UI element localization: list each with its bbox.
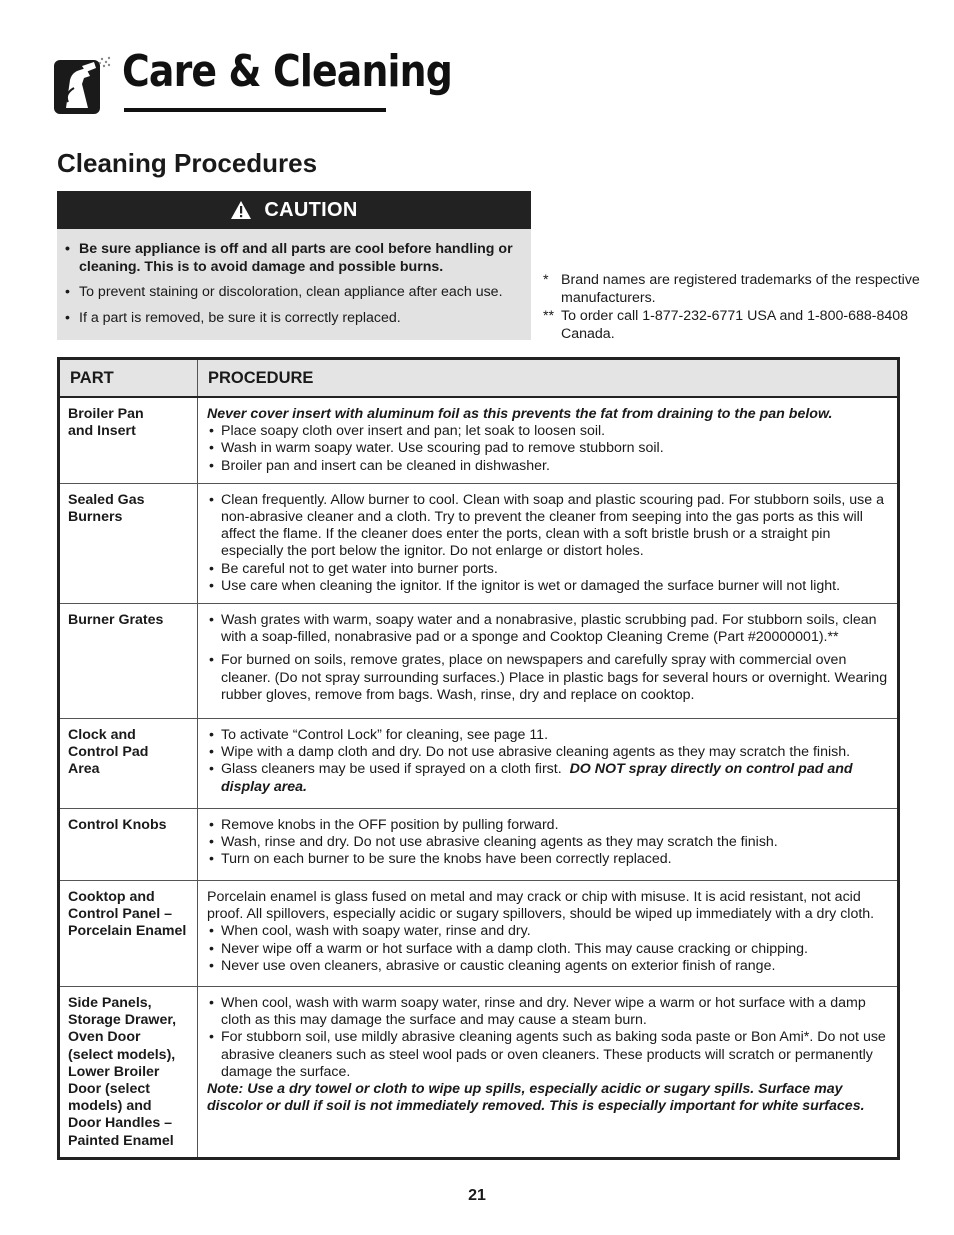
procedure-step [207,761,889,795]
procedure-step: • Wash, rinse and dry. Do not use abrasive cleaning agents as they may scratch the finish. [207,834,889,851]
table-row [59,483,899,603]
footnote-mark: * [543,272,549,288]
procedure-step: • Never use oven cleaners, abrasive or caustic cleaning agents on exterior finish of range. [207,958,889,975]
footnote-text: Brand names are registered trademarks of the respective manufacturers. [561,272,920,306]
part-name [59,604,198,719]
header-underline [124,108,386,112]
part-name [59,987,198,1159]
procedure-step-text: Glass cleaners may be used if sprayed on a cloth first. [221,761,562,778]
procedure-step: • Wash in warm soapy water. Use scouring pad to remove stubborn soil. [207,440,889,457]
part-label: Control Knobs [68,817,167,834]
footnote [543,307,923,343]
part-name [59,881,198,987]
procedure-list [207,612,889,704]
caution-header [57,191,531,229]
procedure-step: • Remove knobs in the OFF position by pulling forward. [207,817,889,834]
column-header-part: PART [59,359,198,398]
procedure-step: • When cool, wash with warm soapy water, rinse and dry. Never wipe a warm or hot surface with a damp cloth as this may damage the surface and may cause a steam burn. [207,995,889,1029]
footnote-mark: ** [543,308,555,324]
procedure-cell [198,987,899,1159]
procedure-warning: Never cover insert with aluminum foil as this prevents the fat from draining to the pan below. [207,406,833,422]
caution-item: • If a part is removed, be sure it is correctly replaced. [65,310,521,328]
table-header-row [59,359,899,398]
procedure-step: • Clean frequently. Allow burner to cool. Clean with soap and plastic scouring pad. For stubborn soils, use a non-abrasive cleaner and a cloth. Try to prevent the cleaner from seeping into the gas ports as this will affect the flame. If the cleaner does enter the ports, clean with a soft bristle brush or a straight pin especially the port below the ignitor. Do not enlarge or distort holes. [207,492,889,561]
procedure-step: • Be careful not to get water into burner ports. [207,561,889,578]
procedure-list [207,923,889,975]
cleaning-procedures-table [57,357,900,1160]
procedure-step: • Broiler pan and insert can be cleaned in dishwasher. [207,458,889,475]
procedure-list [207,995,889,1081]
part-label: Clock and Control Pad Area [68,727,149,778]
spray-bottle-icon [52,54,112,116]
procedure-cell [198,809,899,881]
procedure-step: • Use care when cleaning the ignitor. If the ignitor is wet or damaged the surface burner will not light. [207,578,889,595]
caution-item: • Be sure appliance is off and all parts are cool before handling or cleaning. This is to avoid damage and possible burns. [65,241,521,276]
table-row [59,604,899,719]
footnote-text: To order call 1-877-232-6771 USA and 1-800-688-8408 Canada. [561,308,909,342]
procedure-step: • Turn on each burner to be sure the knobs have been correctly replaced. [207,851,889,868]
procedure-step: • To activate “Control Lock” for cleaning, see page 11. [207,727,889,744]
part-label: Burner Grates [68,612,164,629]
procedure-step: • Place soapy cloth over insert and pan; let soak to loosen soil. [207,423,889,440]
table-row [59,987,899,1159]
footnote [543,271,923,307]
part-name [59,397,198,483]
procedure-cell [198,719,899,809]
part-label: Cooktop and Control Panel – Porcelain Enamel [68,889,187,940]
procedure-step: • Wash grates with warm, soapy water and a nonabrasive, plastic scrubbing pad. For stubborn soils, clean with a soap-filled, nonabrasive pad or a sponge and Cooktop Cleaning Creme (Part #20000001).** [207,612,889,646]
procedure-cell [198,881,899,987]
part-label: Sealed Gas Burners [68,491,145,526]
section-title: Cleaning Procedures [57,148,318,178]
page-header [52,46,452,120]
procedure-step: • Never wipe off a warm or hot surface with a damp cloth. This may cause cracking or chipping. [207,941,889,958]
procedure-cell [198,483,899,603]
part-label: Broiler Pan and Insert [68,406,144,440]
footnotes [543,271,923,343]
caution-label: CAUTION [264,198,358,221]
column-header-procedure: PROCEDURE [198,359,899,398]
part-name [59,483,198,603]
procedure-note: Note: Use a dry towel or cloth to wipe up spills, especially acidic or sugary spills. Surface may discolor or dull if soil is not immediately removed. This is especially important for white surfaces. [207,1081,865,1115]
procedure-step: • For burned on soils, remove grates, place on newspapers and carefully spray with commercial oven cleaner. (Do not spray surrounding surfaces.) Place in plastic bags for several hours or overnight. Wearing rubber gloves, remove from bags. Wash, rinse, dry and replace on cooktop. [207,652,889,704]
part-name [59,809,198,881]
caution-item: • To prevent staining or discoloration, clean appliance after each use. [65,284,521,302]
procedure-list [207,817,889,869]
procedure-list [207,492,889,595]
procedure-list [207,423,889,475]
procedure-step-emphasis: DO NOT spray directly on control pad and display area. [221,761,853,795]
procedure-cell [198,604,899,719]
table-row [59,809,899,881]
page-header-title: Care & Cleaning [122,46,452,97]
part-label: Side Panels, Storage Drawer, Oven Door (select models), Lower Broiler Door (select models) and Door Handles – Painted Enamel [68,995,177,1149]
table-row [59,397,899,483]
caution-list [57,229,531,327]
procedure-cell [198,397,899,483]
warning-triangle-icon [230,200,252,220]
table-row [59,719,899,809]
table-row [59,881,899,987]
caution-box [57,191,531,340]
page-number: 21 [468,1187,486,1204]
procedure-list [207,727,889,796]
procedure-step: • Wipe with a damp cloth and dry. Do not use abrasive cleaning agents as they may scratch the finish. [207,744,889,761]
part-name [59,719,198,809]
procedure-intro: Porcelain enamel is glass fused on metal and may crack or chip with misuse. It is acid resistant, not acid proof. All spillovers, especially acidic or sugary spillovers, should be wiped up immediately with a dry cloth. [207,889,875,923]
procedure-step: • When cool, wash with soapy water, rinse and dry. [207,923,889,940]
procedure-step: • For stubborn soil, use mildly abrasive cleaning agents such as baking soda paste or Bon Ami*. Do not use abrasive cleaners such as steel wool pads or oven cleaners. These products will scratch or permanently damage the surface. [207,1029,889,1081]
